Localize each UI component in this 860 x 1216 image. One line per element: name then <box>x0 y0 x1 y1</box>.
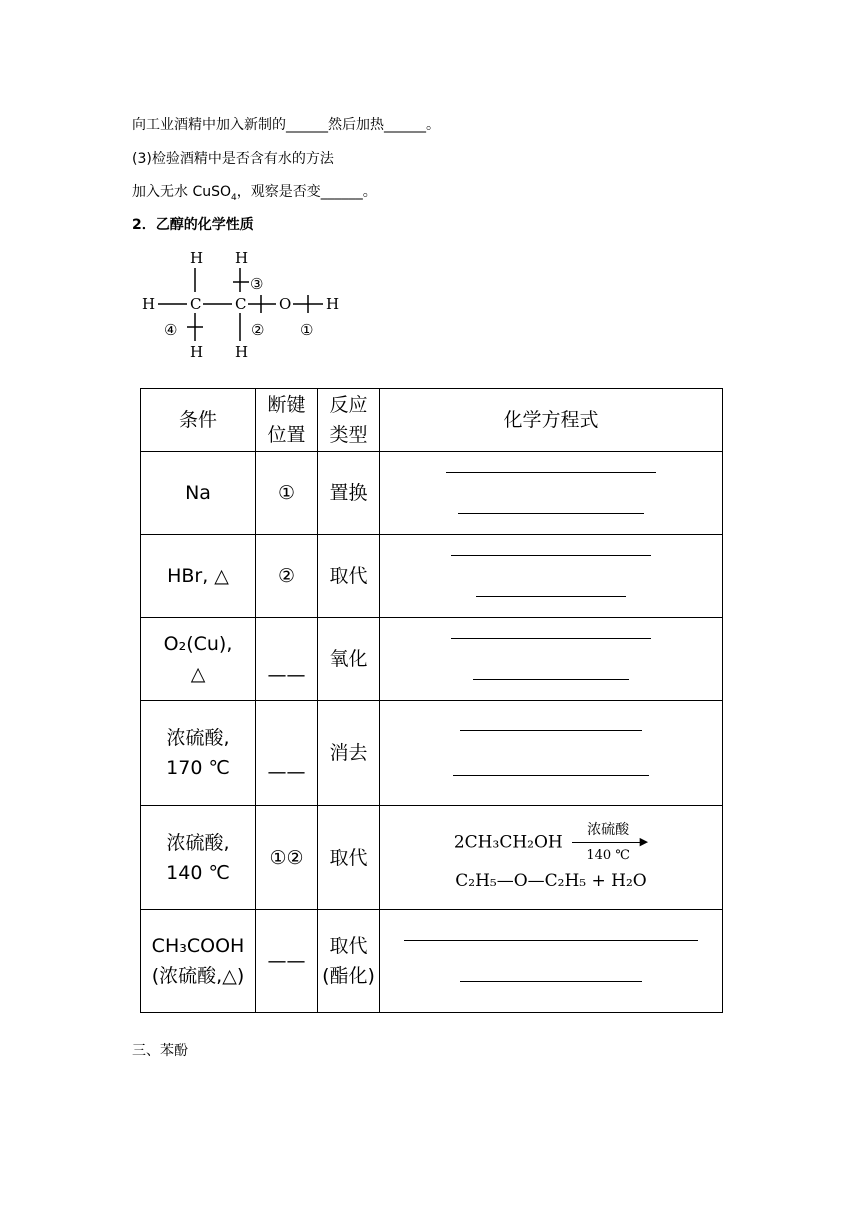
type-line-1: 取代 <box>329 565 368 587</box>
bond-mark-3: ③ <box>250 275 264 293</box>
arrow-shaft <box>572 842 644 843</box>
row-type <box>318 910 380 1013</box>
header-bond-line-2: 位置 <box>267 424 306 446</box>
answer-blank <box>460 730 642 731</box>
answer-blank <box>453 775 649 776</box>
atom-o: O <box>279 295 292 313</box>
row-equation-ether <box>380 806 723 910</box>
atom-c-2: C <box>235 295 247 313</box>
atom-h-top-2: H <box>235 249 249 267</box>
row-equation-blank <box>380 452 723 535</box>
condition-line-1: O₂(Cu), <box>163 633 233 655</box>
row-type <box>318 535 380 618</box>
row-bond: ② <box>256 535 318 618</box>
condition-line-2: 170 ℃ <box>166 757 230 779</box>
arrow-head-icon: ▶ <box>639 834 649 848</box>
header-equation: 化学方程式 <box>380 389 723 452</box>
atom-h-right: H <box>326 295 340 313</box>
row-equation-blank <box>380 535 723 618</box>
answer-blank <box>460 981 642 982</box>
answer-blank <box>404 940 698 941</box>
row-bond: —— <box>256 701 318 806</box>
condition-line-1: CH₃COOH <box>151 935 245 957</box>
header-bond-line-1: 断键 <box>267 394 306 416</box>
row-bond: ①② <box>256 806 318 910</box>
type-line-1: 置换 <box>329 482 368 504</box>
reaction-arrow <box>568 822 648 864</box>
type-line-1: 氧化 <box>329 648 368 670</box>
row-type <box>318 806 380 910</box>
row-bond: —— <box>256 910 318 1013</box>
table-row <box>141 910 723 1013</box>
header-type-line-1: 反应 <box>329 394 368 416</box>
condition-line-2: (浓硫酸,△) <box>151 965 245 987</box>
text-line-1: 向工业酒精中加入新制的______然后加热______。 <box>132 117 440 133</box>
arrow-condition-bottom: 140 ℃ <box>586 847 630 863</box>
bond-mark-2: ② <box>251 321 265 339</box>
condition-line-2: △ <box>190 663 206 685</box>
atom-c-1: C <box>190 295 202 313</box>
section-heading-3: 三、苯酚 <box>132 1043 188 1059</box>
type-line-1: 取代 <box>329 846 368 869</box>
ethanol-structure-diagram <box>138 245 358 365</box>
condition-line-1: HBr, △ <box>167 565 229 587</box>
type-line-1: 取代 <box>329 935 368 957</box>
row-condition <box>141 806 256 910</box>
arrow-condition-top: 浓硫酸 <box>587 821 630 838</box>
row-condition <box>141 535 256 618</box>
text-line-3-a: 加入无水 CuSO <box>132 184 232 200</box>
row-condition <box>141 910 256 1013</box>
equation-reactant: 2CH₃CH₂OH <box>453 832 563 852</box>
atom-h-bottom-1: H <box>190 343 204 361</box>
row-condition <box>141 618 256 701</box>
header-type-line-2: 类型 <box>329 424 368 446</box>
answer-blank <box>451 638 651 639</box>
header-bond-position <box>256 389 318 452</box>
answer-blank <box>458 513 644 514</box>
header-reaction-type <box>318 389 380 452</box>
type-line-1: 消去 <box>329 742 368 764</box>
answer-blank <box>446 472 656 473</box>
row-type <box>318 701 380 806</box>
atom-h-top-1: H <box>190 249 204 267</box>
row-equation-blank <box>380 618 723 701</box>
condition-line-1: Na <box>185 482 211 504</box>
row-type <box>318 452 380 535</box>
atom-h-left: H <box>142 295 156 313</box>
text-line-2: (3)检验酒精中是否含有水的方法 <box>132 151 334 167</box>
table-row <box>141 535 723 618</box>
table-row <box>141 806 723 910</box>
text-line-3-b: ，观察是否变______。 <box>236 184 377 200</box>
equation-product: C₂H₅—O—C₂H₅ + H₂O <box>455 870 647 891</box>
row-equation-blank <box>380 910 723 1013</box>
reaction-table <box>140 388 723 1013</box>
table-row <box>141 452 723 535</box>
row-equation-blank <box>380 701 723 806</box>
answer-blank <box>473 679 629 680</box>
bond-mark-4: ④ <box>164 321 178 339</box>
table-row <box>141 701 723 806</box>
answer-blank <box>476 596 626 597</box>
row-type <box>318 618 380 701</box>
condition-line-1: 浓硫酸, <box>166 831 230 854</box>
row-condition <box>141 452 256 535</box>
section-heading-2: 2．乙醇的化学性质 <box>132 217 254 233</box>
text-line-3-sub: 4 <box>231 192 237 203</box>
table-row <box>141 618 723 701</box>
row-condition <box>141 701 256 806</box>
bond-mark-1: ① <box>300 321 314 339</box>
header-condition: 条件 <box>141 389 256 452</box>
table-header-row <box>141 389 723 452</box>
row-bond: —— <box>256 618 318 701</box>
condition-line-1: 浓硫酸, <box>166 727 230 749</box>
row-bond: ① <box>256 452 318 535</box>
type-line-2: (酯化) <box>322 965 375 987</box>
atom-h-bottom-2: H <box>235 343 249 361</box>
answer-blank <box>451 555 651 556</box>
ether-equation-line-1 <box>380 822 722 864</box>
text-line-3 <box>132 181 377 203</box>
condition-line-2: 140 ℃ <box>166 861 230 884</box>
